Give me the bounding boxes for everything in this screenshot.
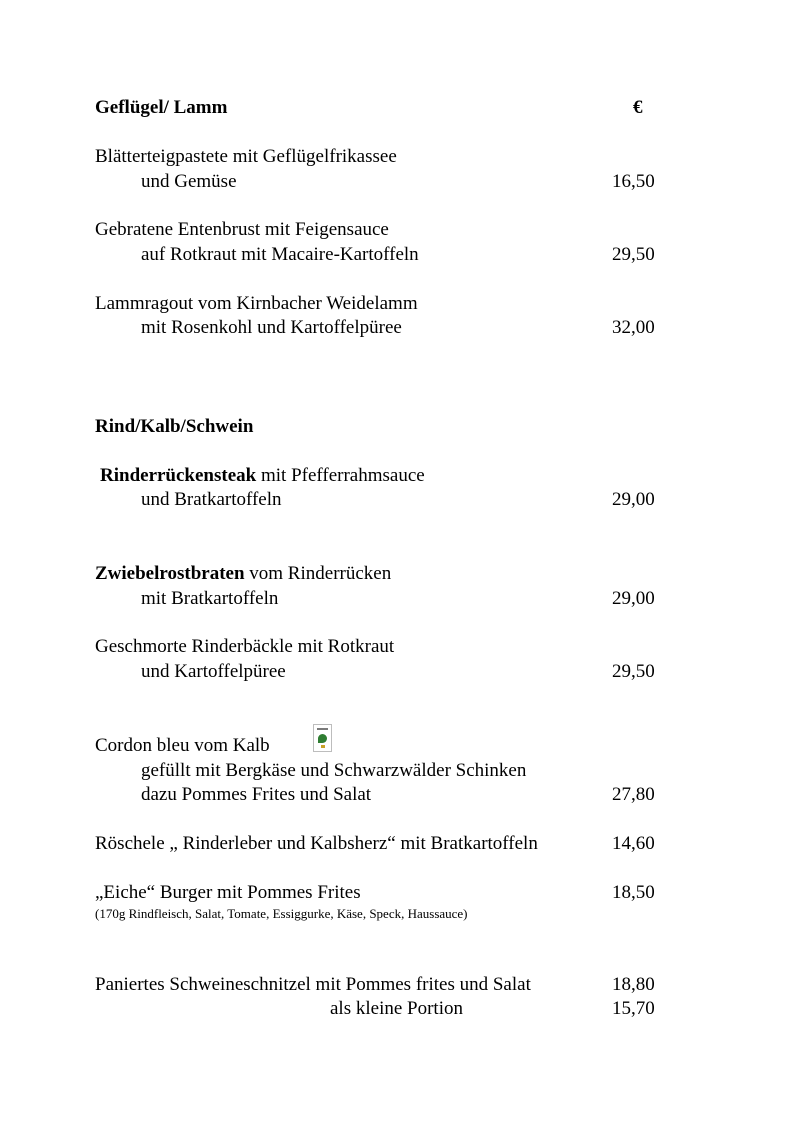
menu-item-name: Paniertes Schweineschnitzel mit Pommes frites und Salat [95, 974, 531, 995]
menu-item-detail: als kleine Portion [330, 998, 463, 1019]
menu-item-name: Röschele „ Rinderleber und Kalbsherz“ mit Bratkartoffeln [95, 833, 538, 854]
menu-item-name-bold: Rinderrückensteak [100, 465, 257, 486]
menu-item-detail: und Gemüse [141, 171, 237, 192]
menu-item-name-bold: Zwiebelrostbraten [95, 563, 245, 584]
menu-item-price: 14,60 [612, 833, 655, 854]
menu-item-price: 18,80 [612, 974, 655, 995]
menu-item-name: Lammragout vom Kirnbacher Weidelamm [95, 293, 418, 314]
menu-item-note: (170g Rindfleisch, Salat, Tomate, Essiggurke, Käse, Speck, Haussauce) [95, 906, 468, 921]
quality-seal-icon [313, 724, 332, 752]
menu-item-detail: und Kartoffelpüree [141, 661, 286, 682]
menu-item-name: Blätterteigpastete mit Geflügelfrikassee [95, 146, 397, 167]
currency-header: € [633, 97, 643, 118]
menu-item-name: Cordon bleu vom Kalb [95, 735, 270, 756]
menu-item-name: „Eiche“ Burger mit Pommes Frites [95, 882, 361, 903]
menu-item-price: 32,00 [612, 317, 655, 338]
menu-item-detail: mit Bratkartoffeln [141, 588, 279, 609]
menu-item-name: Geschmorte Rinderbäckle mit Rotkraut [95, 636, 395, 657]
menu-item-name-rest: vom Rinderrücken [244, 563, 392, 584]
menu-item-detail: mit Rosenkohl und Kartoffelpüree [141, 317, 402, 338]
menu-item-detail: gefüllt mit Bergkäse und Schwarzwälder Schinken [141, 760, 527, 781]
section-title-beef: Rind/Kalb/Schwein [95, 416, 254, 437]
menu-item-name [95, 562, 391, 586]
menu-item-price-small: 15,70 [612, 998, 655, 1019]
menu-item-price: 29,00 [612, 588, 655, 609]
menu-item-price: 16,50 [612, 171, 655, 192]
menu-item-price: 29,00 [612, 489, 655, 510]
menu-item-price: 18,50 [612, 882, 655, 903]
menu-item-detail: auf Rotkraut mit Macaire-Kartoffeln [141, 244, 419, 265]
menu-item-name [100, 464, 425, 488]
menu-item-name: Gebratene Entenbrust mit Feigensauce [95, 219, 389, 240]
menu-item-price: 29,50 [612, 244, 655, 265]
menu-item-price: 27,80 [612, 784, 655, 805]
menu-item-price: 29,50 [612, 661, 655, 682]
menu-item-detail: dazu Pommes Frites und Salat [141, 784, 372, 805]
section-title-poultry: Geflügel/ Lamm [95, 97, 228, 118]
menu-item-name-rest: mit Pfefferrahmsauce [256, 465, 425, 486]
menu-item-detail: und Bratkartoffeln [141, 489, 282, 510]
